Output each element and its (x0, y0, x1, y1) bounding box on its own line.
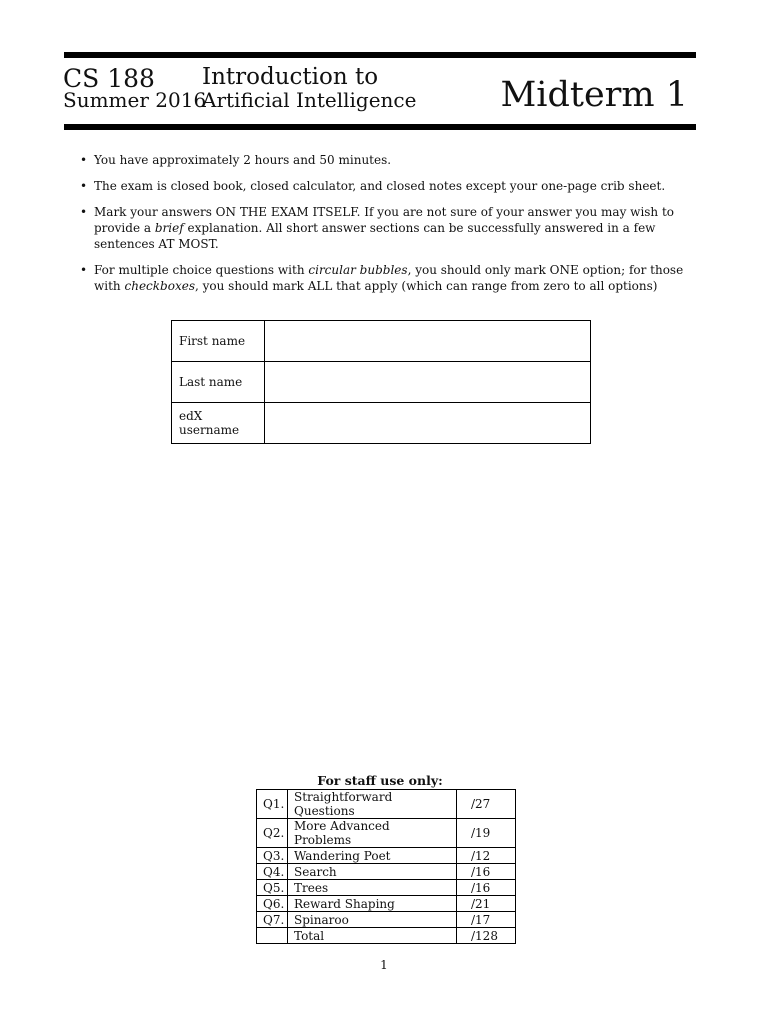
last-name-field[interactable] (265, 362, 591, 403)
question-number: Q2. (257, 819, 288, 848)
instruction-item: • You have approximately 2 hours and 50 minutes. (80, 152, 700, 168)
question-number: Q7. (257, 912, 288, 928)
instruction-item: • The exam is closed book, closed calculator, and closed notes except your one-page crib sheet. (80, 178, 700, 194)
question-number: Q5. (257, 880, 288, 896)
table-row (257, 790, 516, 819)
table-row (257, 912, 516, 928)
question-number (257, 928, 288, 944)
table-row (257, 928, 516, 944)
question-number: Q1. (257, 790, 288, 819)
table-row (257, 896, 516, 912)
course-title-line1: Introduction to (202, 64, 379, 90)
question-points: /21 (457, 896, 516, 912)
instruction-item: • Mark your answers ON THE EXAM ITSELF. If you are not sure of your answer you may wish to provide a brief explanation. All short answer sections can be successfully answered in a few sentences AT MOST. (80, 204, 700, 252)
first-name-label: First name (172, 321, 265, 362)
total-points: /128 (457, 928, 516, 944)
name-field-row (172, 362, 591, 403)
question-points: /12 (457, 848, 516, 864)
question-points: /16 (457, 880, 516, 896)
question-name: More Advanced Problems (288, 819, 457, 848)
name-field-row (172, 321, 591, 362)
edx-username-field[interactable] (265, 403, 591, 444)
course-code: CS 188 (63, 64, 155, 93)
question-points: /19 (457, 819, 516, 848)
instruction-item: • For multiple choice questions with circular bubbles, you should only mark ONE option; for those with checkboxes, you should mark ALL that apply (which can range from zero to all options) (80, 262, 700, 294)
course-title-line2: Artificial Intelligence (202, 88, 417, 112)
exam-title: Midterm 1 (500, 75, 688, 115)
first-name-field[interactable] (265, 321, 591, 362)
term: Summer 2016 (63, 88, 207, 112)
edx-username-label: edX username (172, 403, 265, 444)
question-number: Q6. (257, 896, 288, 912)
name-fields-table (171, 320, 591, 444)
emphasis-text: checkboxes (124, 279, 195, 293)
question-number: Q3. (257, 848, 288, 864)
table-row (257, 880, 516, 896)
instructions-list (80, 152, 700, 304)
staff-table-title: For staff use only: (317, 773, 443, 788)
question-points: /16 (457, 864, 516, 880)
staff-score-table (256, 789, 516, 944)
table-row (257, 819, 516, 848)
table-row (257, 864, 516, 880)
header-bottom-rule (64, 124, 696, 130)
question-name: Trees (288, 880, 457, 896)
question-name: Search (288, 864, 457, 880)
name-field-row (172, 403, 591, 444)
last-name-label: Last name (172, 362, 265, 403)
emphasis-text: circular bubbles (308, 263, 408, 277)
question-name: Wandering Poet (288, 848, 457, 864)
header-top-rule (64, 52, 696, 58)
question-name: Spinaroo (288, 912, 457, 928)
table-row (257, 848, 516, 864)
page-number: 1 (380, 958, 388, 972)
emphasis-text: brief (154, 221, 184, 235)
question-points: /27 (457, 790, 516, 819)
question-points: /17 (457, 912, 516, 928)
question-name: Straightforward Questions (288, 790, 457, 819)
total-label: Total (288, 928, 457, 944)
question-name: Reward Shaping (288, 896, 457, 912)
question-number: Q4. (257, 864, 288, 880)
